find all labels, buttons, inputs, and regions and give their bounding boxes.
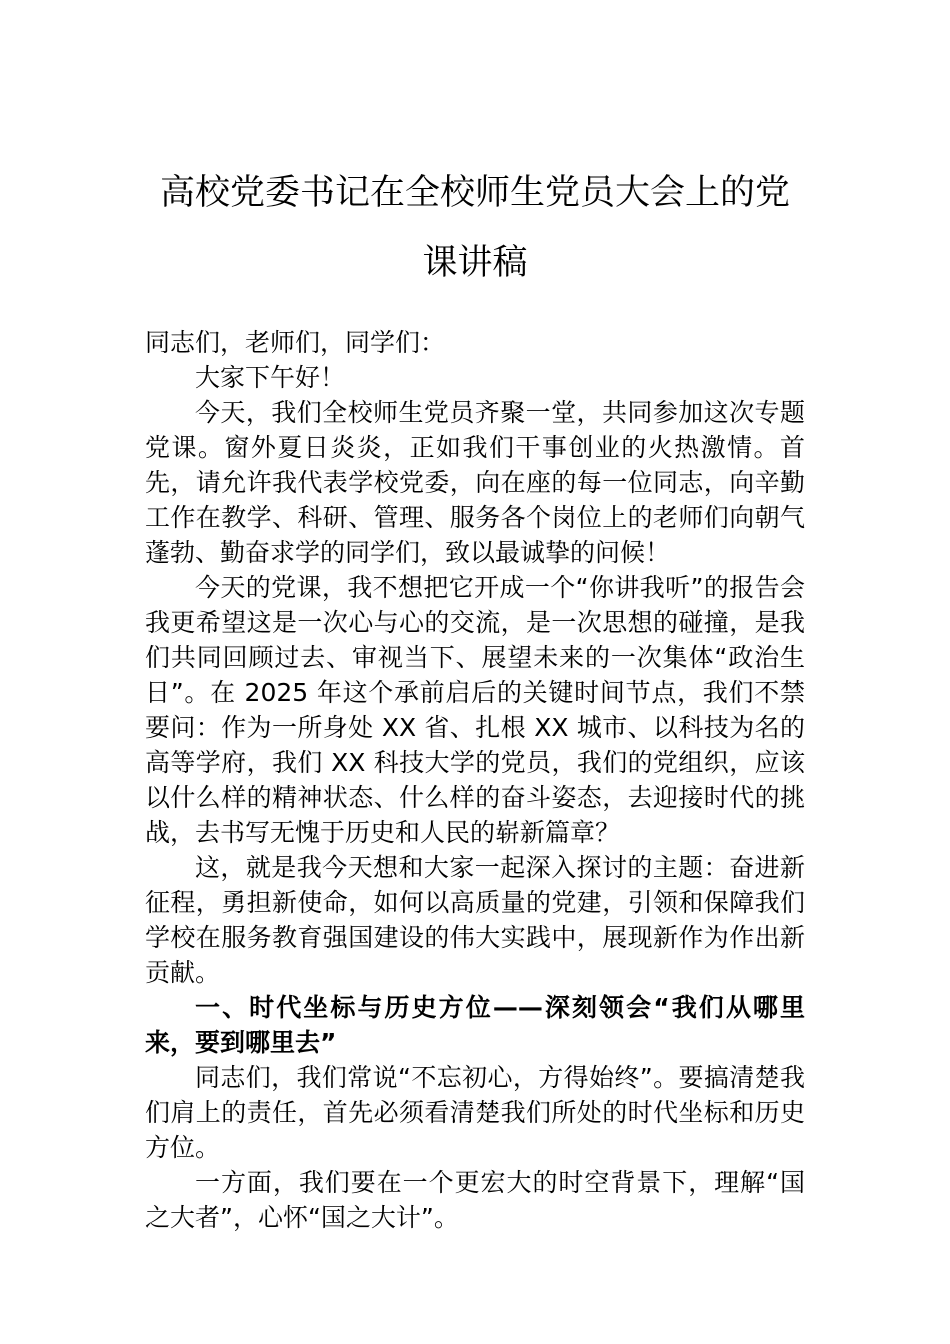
- document-title: 高校党委书记在全校师生党员大会上的党课讲稿: [159, 173, 790, 283]
- greeting-paragraph: 大家下午好！: [195, 363, 346, 392]
- body-paragraph: 今天的党课，我不想把它开成一个“你讲我听”的报告会我更希望这是一次心与心的交流，是一次思想的碰撞，是我们共同回顾过去、审视当下、展望未来的一次集体“政治生日”。在 2025 年这个承前启后的关键时间节点，我们不禁要问：作为一所身处 XX 省、扎根 XX 城市、以科技为名的高等学府，我们 XX 科技大学的党员，我们的党组织，应该以什么样的精神状态、什么样的奋斗姿态，去迎接时代的挑战，去书写无愧于历史和人民的崭新篇章？: [145, 573, 805, 847]
- body-paragraph: 一方面，我们要在一个更宏大的时空背景下，理解“国之大者”，心怀“国之大计”。: [145, 1168, 805, 1232]
- section-heading: 一、时代坐标与历史方位——深刻领会“我们从哪里来，要到哪里去”: [145, 993, 805, 1057]
- body-paragraph: 同志们，我们常说“不忘初心，方得始终”。要搞清楚我们肩上的责任，首先必须看清楚我们所处的时代坐标和历史方位。: [145, 1063, 805, 1162]
- body-paragraph: 今天，我们全校师生党员齐聚一堂，共同参加这次专题党课。窗外夏日炎炎，正如我们干事创业的火热激情。首先，请允许我代表学校党委，向在座的每一位同志，向辛勤工作在教学、科研、管理、服务各个岗位上的老师们向朝气蓬勃、勤奋求学的同学们，致以最诚挚的问候！: [145, 398, 805, 567]
- salutation: 同志们，老师们，同学们：: [145, 328, 446, 357]
- document-body: [145, 325, 805, 1235]
- body-paragraph: 这，就是我今天想和大家一起深入探讨的主题：奋进新征程，勇担新使命，如何以高质量的党建，引领和保障我们学校在服务教育强国建设的伟大实践中，展现新作为作出新贡献。: [145, 853, 805, 987]
